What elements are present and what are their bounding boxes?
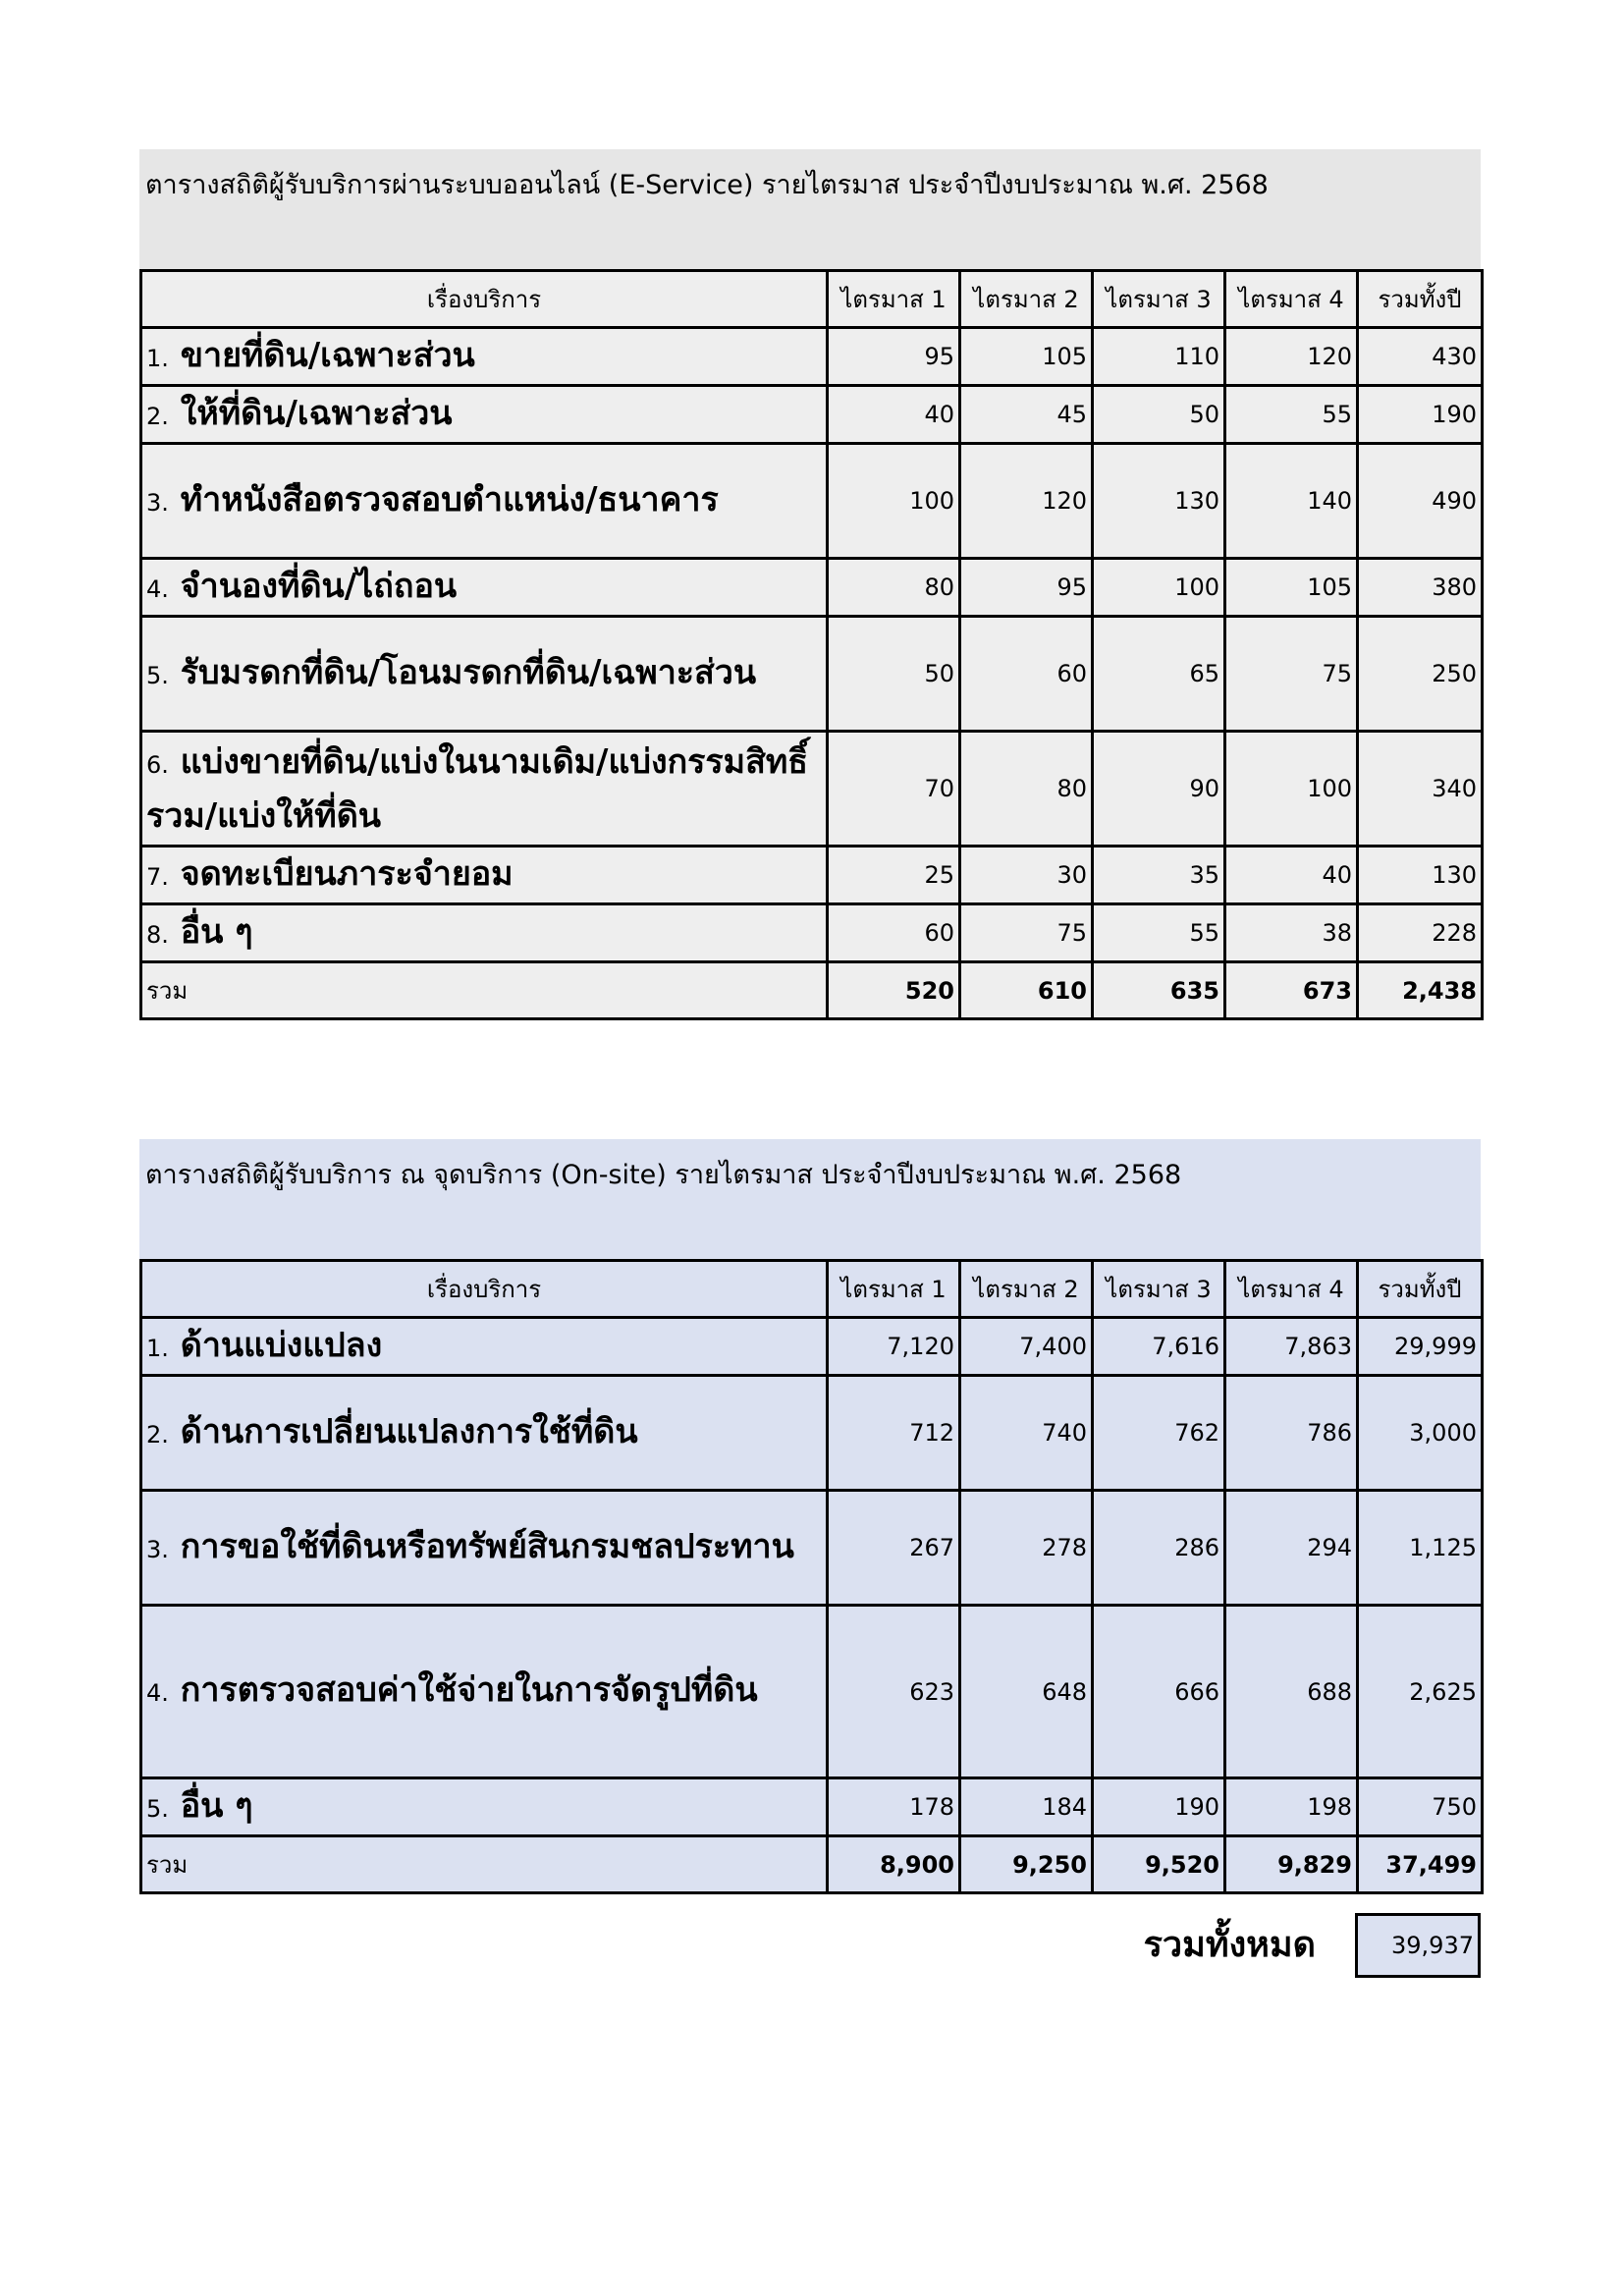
header-q4: ไตรมาส 4 bbox=[1225, 1261, 1358, 1318]
cell-q3: 90 bbox=[1093, 732, 1225, 847]
table-row bbox=[141, 328, 1483, 386]
cell-q4: 198 bbox=[1225, 1778, 1358, 1836]
header-year-total: รวมทั้งปี bbox=[1358, 271, 1483, 328]
row-label: 6. แบ่งขายที่ดิน/แบ่งในนามเดิม/แบ่งกรรมสิทธิ์รวม/แบ่งให้ที่ดิน bbox=[141, 732, 828, 847]
table-row bbox=[141, 1491, 1483, 1606]
total-q2: 610 bbox=[960, 962, 1093, 1019]
grand-total-value: 39,937 bbox=[1355, 1913, 1481, 1978]
cell-q1: 40 bbox=[828, 386, 960, 444]
cell-q2: 120 bbox=[960, 444, 1093, 559]
total-q4: 9,829 bbox=[1225, 1836, 1358, 1893]
cell-q1: 623 bbox=[828, 1606, 960, 1778]
cell-q1: 178 bbox=[828, 1778, 960, 1836]
cell-q1: 95 bbox=[828, 328, 960, 386]
cell-q3: 50 bbox=[1093, 386, 1225, 444]
cell-q1: 60 bbox=[828, 904, 960, 962]
cell-q4: 40 bbox=[1225, 847, 1358, 904]
cell-q1: 100 bbox=[828, 444, 960, 559]
cell-q3: 65 bbox=[1093, 617, 1225, 732]
eservice-section bbox=[139, 149, 1481, 1020]
cell-total: 2,625 bbox=[1358, 1606, 1483, 1778]
cell-q1: 50 bbox=[828, 617, 960, 732]
row-label: 2. ให้ที่ดิน/เฉพาะส่วน bbox=[141, 386, 828, 444]
table-row bbox=[141, 1376, 1483, 1491]
table-row bbox=[141, 1318, 1483, 1376]
table-row bbox=[141, 1778, 1483, 1836]
total-row bbox=[141, 1836, 1483, 1893]
cell-q4: 120 bbox=[1225, 328, 1358, 386]
cell-q3: 35 bbox=[1093, 847, 1225, 904]
cell-q3: 110 bbox=[1093, 328, 1225, 386]
onsite-table bbox=[139, 1259, 1484, 1894]
header-q2: ไตรมาส 2 bbox=[960, 1261, 1093, 1318]
header-q1: ไตรมาส 1 bbox=[828, 271, 960, 328]
table-row bbox=[141, 732, 1483, 847]
total-q3: 635 bbox=[1093, 962, 1225, 1019]
cell-q4: 100 bbox=[1225, 732, 1358, 847]
table-row bbox=[141, 617, 1483, 732]
cell-total: 380 bbox=[1358, 559, 1483, 617]
table-row bbox=[141, 444, 1483, 559]
header-service: เรื่องบริการ bbox=[141, 1261, 828, 1318]
cell-q4: 38 bbox=[1225, 904, 1358, 962]
cell-q2: 7,400 bbox=[960, 1318, 1093, 1376]
grand-total-label: รวมทั้งหมด bbox=[1143, 1925, 1316, 1965]
cell-total: 340 bbox=[1358, 732, 1483, 847]
cell-q2: 95 bbox=[960, 559, 1093, 617]
row-label: 8. อื่น ๆ bbox=[141, 904, 828, 962]
cell-q3: 55 bbox=[1093, 904, 1225, 962]
cell-total: 190 bbox=[1358, 386, 1483, 444]
header-q1: ไตรมาส 1 bbox=[828, 1261, 960, 1318]
cell-q4: 7,863 bbox=[1225, 1318, 1358, 1376]
cell-q4: 786 bbox=[1225, 1376, 1358, 1491]
table-row bbox=[141, 559, 1483, 617]
header-service: เรื่องบริการ bbox=[141, 271, 828, 328]
cell-q3: 130 bbox=[1093, 444, 1225, 559]
total-year: 2,438 bbox=[1358, 962, 1483, 1019]
cell-q3: 100 bbox=[1093, 559, 1225, 617]
total-year: 37,499 bbox=[1358, 1836, 1483, 1893]
cell-q2: 75 bbox=[960, 904, 1093, 962]
row-label: 5. รับมรดกที่ดิน/โอนมรดกที่ดิน/เฉพาะส่วน bbox=[141, 617, 828, 732]
cell-total: 490 bbox=[1358, 444, 1483, 559]
header-q3: ไตรมาส 3 bbox=[1093, 271, 1225, 328]
cell-total: 130 bbox=[1358, 847, 1483, 904]
row-label: 3. ทำหนังสือตรวจสอบตำแหน่ง/ธนาคาร bbox=[141, 444, 828, 559]
table-row bbox=[141, 847, 1483, 904]
cell-q4: 140 bbox=[1225, 444, 1358, 559]
cell-q1: 25 bbox=[828, 847, 960, 904]
cell-total: 228 bbox=[1358, 904, 1483, 962]
onsite-section bbox=[139, 1139, 1481, 1894]
cell-q2: 648 bbox=[960, 1606, 1093, 1778]
row-label: 2. ด้านการเปลี่ยนแปลงการใช้ที่ดิน bbox=[141, 1376, 828, 1491]
header-q3: ไตรมาส 3 bbox=[1093, 1261, 1225, 1318]
cell-q3: 190 bbox=[1093, 1778, 1225, 1836]
row-label: 4. การตรวจสอบค่าใช้จ่ายในการจัดรูปที่ดิน bbox=[141, 1606, 828, 1778]
cell-q2: 45 bbox=[960, 386, 1093, 444]
cell-q2: 740 bbox=[960, 1376, 1093, 1491]
table-row bbox=[141, 386, 1483, 444]
cell-q2: 80 bbox=[960, 732, 1093, 847]
table-row bbox=[141, 1606, 1483, 1778]
header-q2: ไตรมาส 2 bbox=[960, 271, 1093, 328]
cell-total: 1,125 bbox=[1358, 1491, 1483, 1606]
total-label: รวม bbox=[141, 962, 828, 1019]
row-label: 1. ด้านแบ่งแปลง bbox=[141, 1318, 828, 1376]
cell-q1: 80 bbox=[828, 559, 960, 617]
row-label: 5. อื่น ๆ bbox=[141, 1778, 828, 1836]
onsite-title: ตารางสถิติผู้รับบริการ ณ จุดบริการ (On-site) รายไตรมาส ประจำปีงบประมาณ พ.ศ. 2568 bbox=[139, 1139, 1481, 1259]
cell-q4: 75 bbox=[1225, 617, 1358, 732]
cell-q1: 7,120 bbox=[828, 1318, 960, 1376]
cell-q3: 762 bbox=[1093, 1376, 1225, 1491]
total-q2: 9,250 bbox=[960, 1836, 1093, 1893]
cell-q1: 70 bbox=[828, 732, 960, 847]
cell-q3: 7,616 bbox=[1093, 1318, 1225, 1376]
table-header-row bbox=[141, 271, 1483, 328]
row-label: 7. จดทะเบียนภาระจำยอม bbox=[141, 847, 828, 904]
total-row bbox=[141, 962, 1483, 1019]
cell-q4: 688 bbox=[1225, 1606, 1358, 1778]
cell-q2: 30 bbox=[960, 847, 1093, 904]
cell-total: 250 bbox=[1358, 617, 1483, 732]
cell-total: 3,000 bbox=[1358, 1376, 1483, 1491]
row-label: 4. จำนองที่ดิน/ไถ่ถอน bbox=[141, 559, 828, 617]
cell-q2: 105 bbox=[960, 328, 1093, 386]
cell-q1: 267 bbox=[828, 1491, 960, 1606]
cell-total: 29,999 bbox=[1358, 1318, 1483, 1376]
table-header-row bbox=[141, 1261, 1483, 1318]
total-label: รวม bbox=[141, 1836, 828, 1893]
total-q1: 8,900 bbox=[828, 1836, 960, 1893]
total-q4: 673 bbox=[1225, 962, 1358, 1019]
row-label: 1. ขายที่ดิน/เฉพาะส่วน bbox=[141, 328, 828, 386]
eservice-table bbox=[139, 269, 1484, 1020]
cell-q4: 55 bbox=[1225, 386, 1358, 444]
cell-q4: 105 bbox=[1225, 559, 1358, 617]
header-year-total: รวมทั้งปี bbox=[1358, 1261, 1483, 1318]
total-q1: 520 bbox=[828, 962, 960, 1019]
cell-q1: 712 bbox=[828, 1376, 960, 1491]
table-row bbox=[141, 904, 1483, 962]
cell-q2: 184 bbox=[960, 1778, 1093, 1836]
row-label: 3. การขอใช้ที่ดินหรือทรัพย์สินกรมชลประทาน bbox=[141, 1491, 828, 1606]
cell-q3: 286 bbox=[1093, 1491, 1225, 1606]
cell-total: 430 bbox=[1358, 328, 1483, 386]
cell-q3: 666 bbox=[1093, 1606, 1225, 1778]
cell-total: 750 bbox=[1358, 1778, 1483, 1836]
total-q3: 9,520 bbox=[1093, 1836, 1225, 1893]
eservice-title: ตารางสถิติผู้รับบริการผ่านระบบออนไลน์ (E-Service) รายไตรมาส ประจำปีงบประมาณ พ.ศ. 2568 bbox=[139, 149, 1481, 269]
cell-q2: 60 bbox=[960, 617, 1093, 732]
cell-q2: 278 bbox=[960, 1491, 1093, 1606]
cell-q4: 294 bbox=[1225, 1491, 1358, 1606]
header-q4: ไตรมาส 4 bbox=[1225, 271, 1358, 328]
